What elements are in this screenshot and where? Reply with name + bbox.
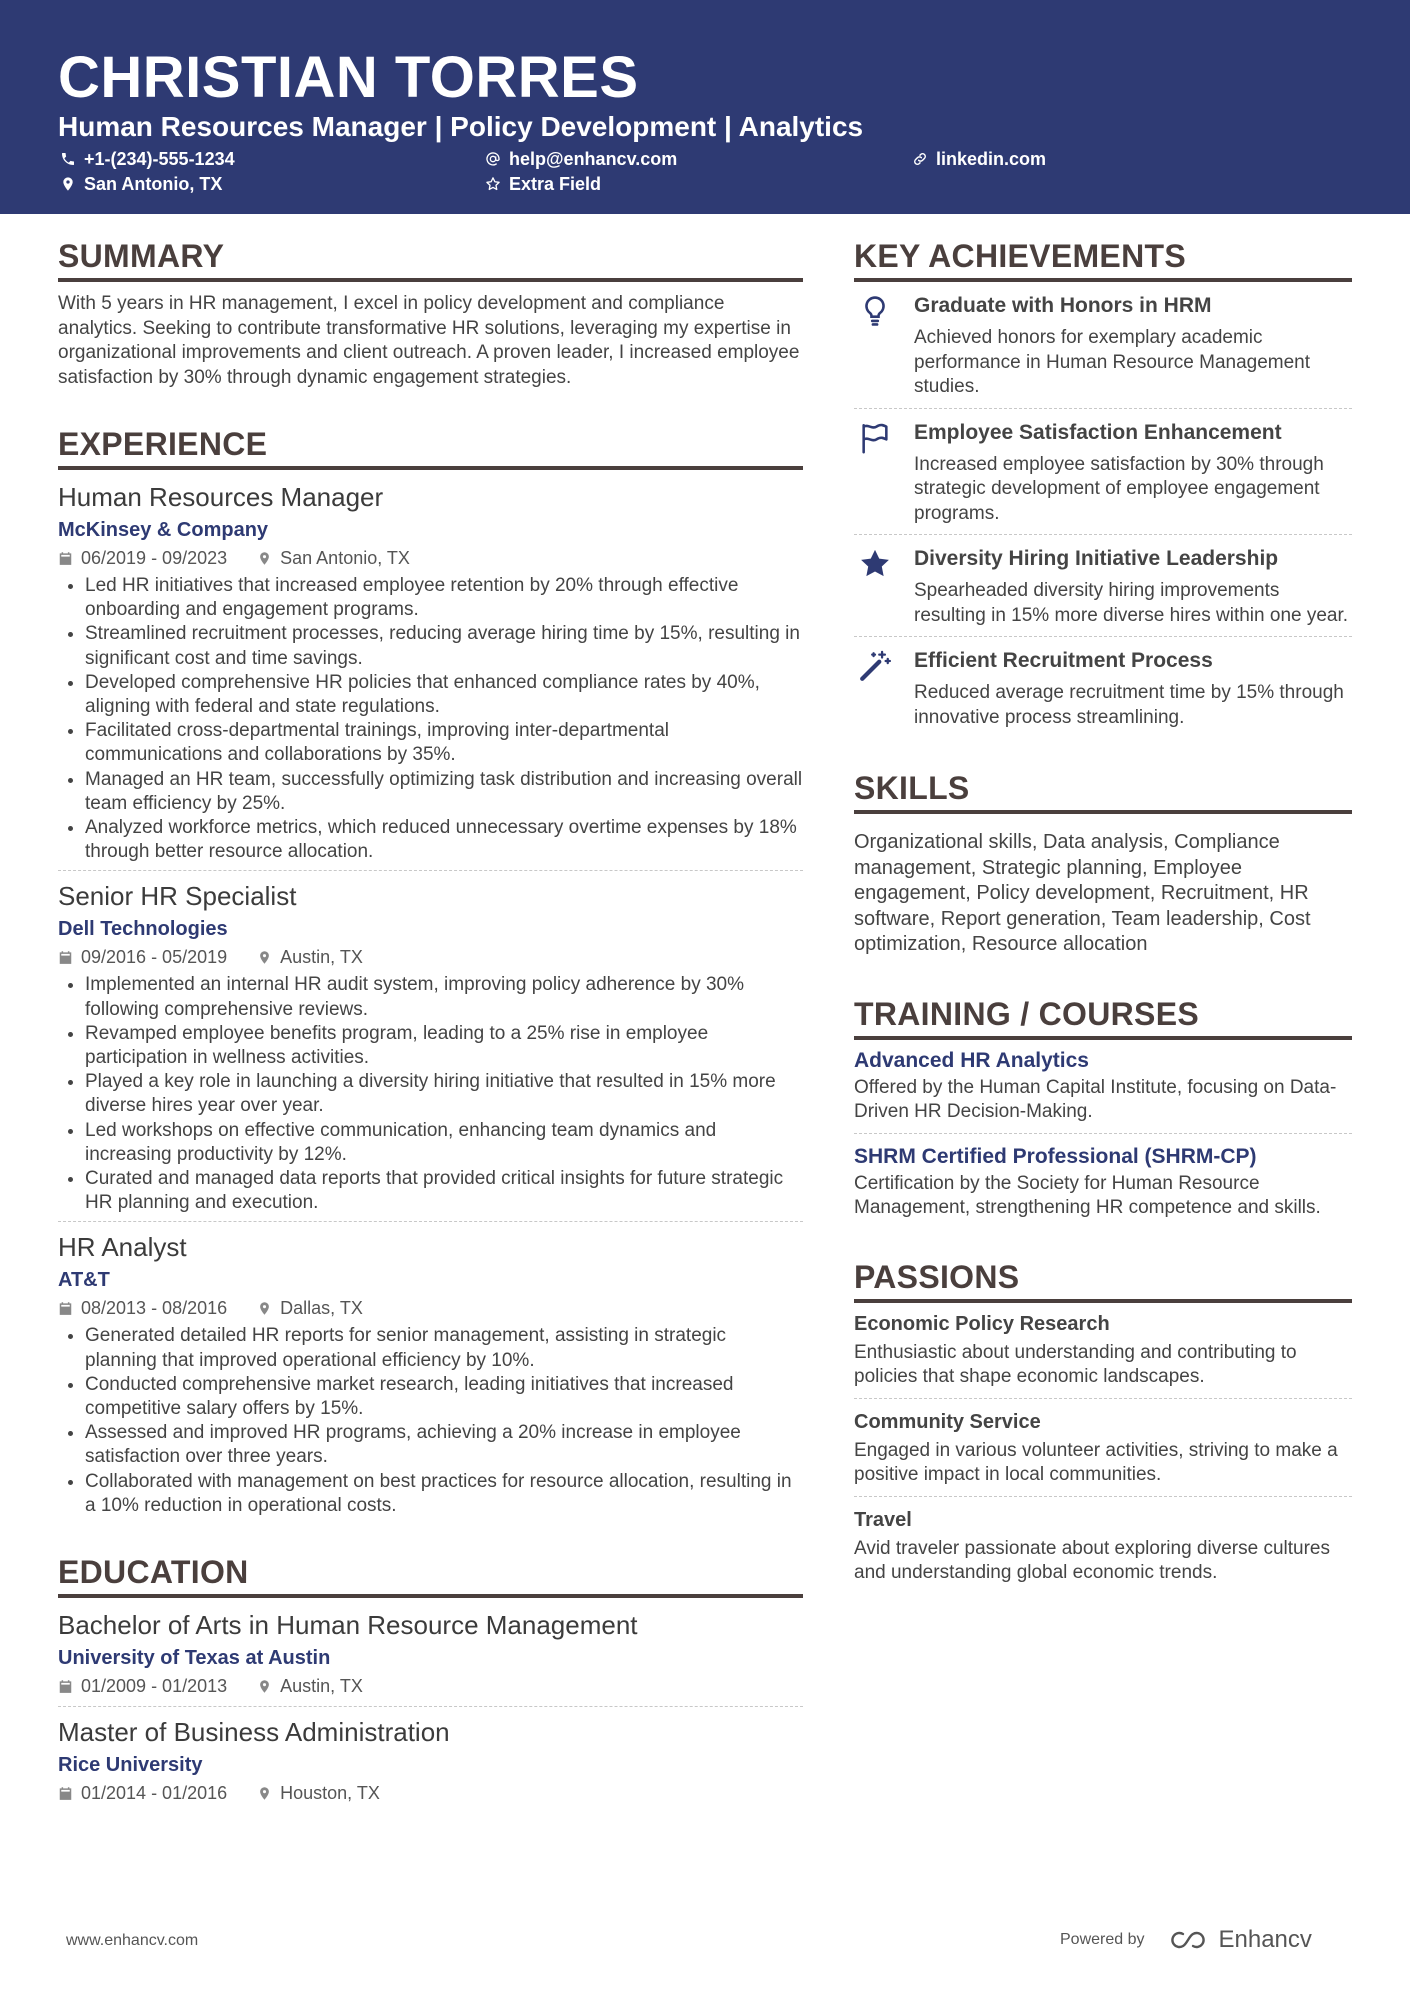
footer-branding (1060, 1926, 1312, 1954)
location-text: San Antonio, TX (84, 174, 223, 194)
job-meta (58, 544, 803, 572)
company-name: AT&T (58, 1269, 110, 1292)
achievement-desc: Increased employee satisfaction by 30% through strategic development of employee engagement programs. (914, 453, 1324, 524)
education-location: Houston, TX (280, 1783, 380, 1804)
job-title: Human Resources Manager (58, 482, 384, 512)
contact-phone (60, 147, 235, 171)
experience-entry (58, 480, 803, 871)
course-title: SHRM Certified Professional (SHRM-CP) (854, 1144, 1257, 1168)
right-column (854, 236, 1352, 1628)
achievement-item (854, 282, 1352, 409)
job-dates: 09/2016 - 05/2019 (81, 947, 228, 968)
education-dates: 01/2009 - 01/2013 (81, 1676, 228, 1697)
achievement-title: Efficient Recruitment Process (914, 649, 1213, 672)
magic-wand-icon (858, 649, 892, 683)
degree-title: Master of Business Administration (58, 1717, 450, 1748)
job-bullet: • Curated and managed data reports that provided critical insights for future strategic HR planning and execution. (85, 1167, 803, 1215)
job-bullets (58, 574, 803, 864)
link-icon (912, 151, 928, 167)
achievement-title: Employee Satisfaction Enhancement (914, 420, 1282, 444)
achievement-desc: Spearheaded diversity hiring improvements resulting in 15% more diverse hires within one year. (914, 580, 1349, 626)
star-icon (858, 547, 892, 581)
job-dates: 06/2019 - 09/2023 (81, 548, 228, 568)
summary-section (58, 236, 803, 390)
phone-text: +1-(234)-555-1234 (84, 149, 235, 169)
school-name: Rice University (58, 1754, 203, 1777)
extra-field-text: Extra Field (509, 174, 602, 194)
passion-desc: Engaged in various volunteer activities, striving to make a positive impact in local communities. (854, 1439, 1338, 1485)
calendar-icon (58, 1786, 73, 1801)
experience-entry (58, 879, 803, 1222)
email-text: help@enhancv.com (509, 149, 678, 169)
summary-heading: SUMMARY (58, 236, 803, 282)
lightbulb-icon (858, 294, 892, 328)
education-location: Austin, TX (280, 1676, 363, 1697)
degree-title: Bachelor of Arts in Human Resource Management (58, 1610, 638, 1641)
achievement-item (854, 535, 1352, 637)
skills-text: Organizational skills, Data analysis, Compliance management, Strategic planning, Employee engagement, Policy development, Recruitment, HR software, Report generation, Team leadership, Cost optimization, Resource allocation (854, 831, 1311, 955)
passion-desc: Enthusiastic about understanding and contributing to policies that shape economic landscapes. (854, 1341, 1297, 1387)
course-item (854, 1046, 1352, 1134)
passion-item (854, 1309, 1352, 1399)
at-icon (485, 151, 501, 167)
education-section (58, 1552, 803, 1813)
job-bullet: • Led HR initiatives that increased employee retention by 20% through effective onboarding and engagement programs. (85, 574, 803, 622)
job-bullet: • Played a key role in launching a diversity hiring initiative that resulted in 15% more diverse hires year over year. (85, 1070, 803, 1118)
education-meta (58, 1672, 803, 1700)
resume-header (0, 0, 1410, 214)
skills-section (854, 768, 1352, 958)
brand-name: Enhancv (1218, 1926, 1312, 1953)
passion-desc: Avid traveler passionate about exploring diverse cultures and understanding global economic trends. (854, 1537, 1330, 1583)
candidate-headline: Human Resources Manager | Policy Development | Analytics (58, 111, 864, 142)
left-column (58, 236, 803, 1847)
linkedin-text: linkedin.com (936, 149, 1047, 169)
job-bullet: • Analyzed workforce metrics, which reduced unnecessary overtime expenses by 18% through better resource allocation. (85, 816, 803, 864)
passions-section (854, 1257, 1352, 1594)
enhancv-logo-icon (1165, 1928, 1211, 1952)
calendar-icon (58, 1301, 73, 1316)
passion-title: Community Service (854, 1410, 1041, 1433)
achievements-section (854, 236, 1352, 738)
course-desc: Offered by the Human Capital Institute, focusing on Data-Driven HR Decision-Making. (854, 1076, 1337, 1122)
job-dates: 08/2013 - 08/2016 (81, 1298, 228, 1319)
course-desc: Certification by the Society for Human Resource Management, strengthening HR competence and skills. (854, 1172, 1321, 1218)
job-location: San Antonio, TX (280, 548, 410, 568)
education-dates: 01/2014 - 01/2016 (81, 1783, 228, 1804)
job-title: HR Analyst (58, 1232, 187, 1263)
passions-heading: PASSIONS (854, 1257, 1352, 1303)
powered-by-text: Powered by (1060, 1931, 1145, 1948)
job-location: Dallas, TX (280, 1298, 363, 1319)
training-section (854, 994, 1352, 1229)
passion-title: Travel (854, 1508, 912, 1531)
job-bullet: • Developed comprehensive HR policies that enhanced compliance rates by 40%, aligning with federal and state regulations. (85, 671, 803, 719)
contact-email[interactable] (485, 147, 677, 171)
candidate-name: CHRISTIAN TORRES (58, 45, 639, 110)
location-pin-icon (257, 1301, 272, 1316)
job-bullet: • Managed an HR team, successfully optimizing task distribution and increasing overall team efficiency by 25%. (85, 768, 803, 816)
job-bullet: • Facilitated cross-departmental trainings, improving inter-departmental communications and collaborations by 35%. (85, 719, 803, 767)
summary-text: With 5 years in HR management, I excel in policy development and compliance analytics. Seeking to contribute transformative HR solutions, leveraging my expertise in organizational improvements and client outreach. A proven leader, I increased employee satisfaction by 30% through dynamic engagement strategies. (58, 293, 800, 388)
calendar-icon (58, 950, 73, 965)
achievement-title: Graduate with Honors in HRM (914, 294, 1212, 317)
training-heading: TRAINING / COURSES (854, 994, 1352, 1040)
location-pin-icon (257, 950, 272, 965)
contact-extra (485, 172, 601, 196)
job-bullet: • Streamlined recruitment processes, reducing average hiring time by 15%, resulting in significant cost and time savings. (85, 622, 803, 670)
phone-icon (60, 151, 76, 167)
course-title: Advanced HR Analytics (854, 1048, 1089, 1072)
achievement-desc: Achieved honors for exemplary academic performance in Human Resource Management studies. (914, 327, 1311, 397)
job-bullet: • Generated detailed HR reports for senior management, assisting in strategic planning that improved operational efficiency by 10%. (85, 1324, 803, 1372)
job-bullet: • Revamped employee benefits program, leading to a 25% rise in employee participation in wellness activities. (85, 1022, 803, 1070)
contact-linkedin[interactable] (912, 147, 1046, 171)
location-pin-icon (257, 1679, 272, 1694)
passion-title: Economic Policy Research (854, 1312, 1110, 1335)
skills-heading: SKILLS (854, 768, 1352, 814)
job-meta (58, 1294, 803, 1322)
experience-entry (58, 1230, 803, 1524)
achievement-item (854, 637, 1352, 738)
company-name: Dell Technologies (58, 918, 228, 941)
experience-section (58, 424, 803, 1524)
location-pin-icon (60, 176, 76, 192)
education-entry (58, 1608, 803, 1707)
course-item (854, 1142, 1352, 1229)
flag-icon (858, 421, 892, 455)
achievements-heading: KEY ACHIEVEMENTS (854, 236, 1352, 282)
location-pin-icon (257, 1786, 272, 1801)
experience-heading: EXPERIENCE (58, 424, 803, 470)
passion-item (854, 1505, 1352, 1594)
achievement-title: Diversity Hiring Initiative Leadership (914, 547, 1279, 570)
contact-location (60, 172, 222, 196)
education-meta (58, 1779, 803, 1807)
enhancv-logo[interactable] (1165, 1926, 1312, 1954)
job-location: Austin, TX (280, 947, 363, 968)
job-bullets (58, 1324, 803, 1518)
job-bullet: • Implemented an internal HR audit system, improving policy adherence by 30% following comprehensive reviews. (85, 973, 803, 1021)
job-meta (58, 943, 803, 971)
achievement-item (854, 409, 1352, 536)
job-bullet: • Assessed and improved HR programs, achieving a 20% increase in employee satisfaction over three years. (85, 1421, 803, 1469)
job-title: Senior HR Specialist (58, 881, 297, 912)
footer-website[interactable]: www.enhancv.com (66, 1932, 199, 1949)
calendar-icon (58, 551, 73, 566)
education-heading: EDUCATION (58, 1552, 803, 1598)
achievement-desc: Reduced average recruitment time by 15% through innovative process streamlining. (914, 682, 1344, 728)
calendar-icon (58, 1679, 73, 1694)
job-bullets (58, 973, 803, 1215)
company-name: McKinsey & Company (58, 519, 269, 541)
job-bullet: • Conducted comprehensive market research, leading initiatives that increased competitive salary offers by 15%. (85, 1373, 803, 1421)
education-entry (58, 1715, 803, 1813)
star-outline-icon (485, 176, 501, 192)
passion-item (854, 1407, 1352, 1497)
job-bullet: • Collaborated with management on best practices for resource allocation, resulting in a 10% reduction in operational costs. (85, 1470, 803, 1518)
job-bullet: • Led workshops on effective communication, enhancing team dynamics and increasing productivity by 12%. (85, 1119, 803, 1167)
school-name: University of Texas at Austin (58, 1647, 331, 1670)
location-pin-icon (257, 551, 272, 566)
